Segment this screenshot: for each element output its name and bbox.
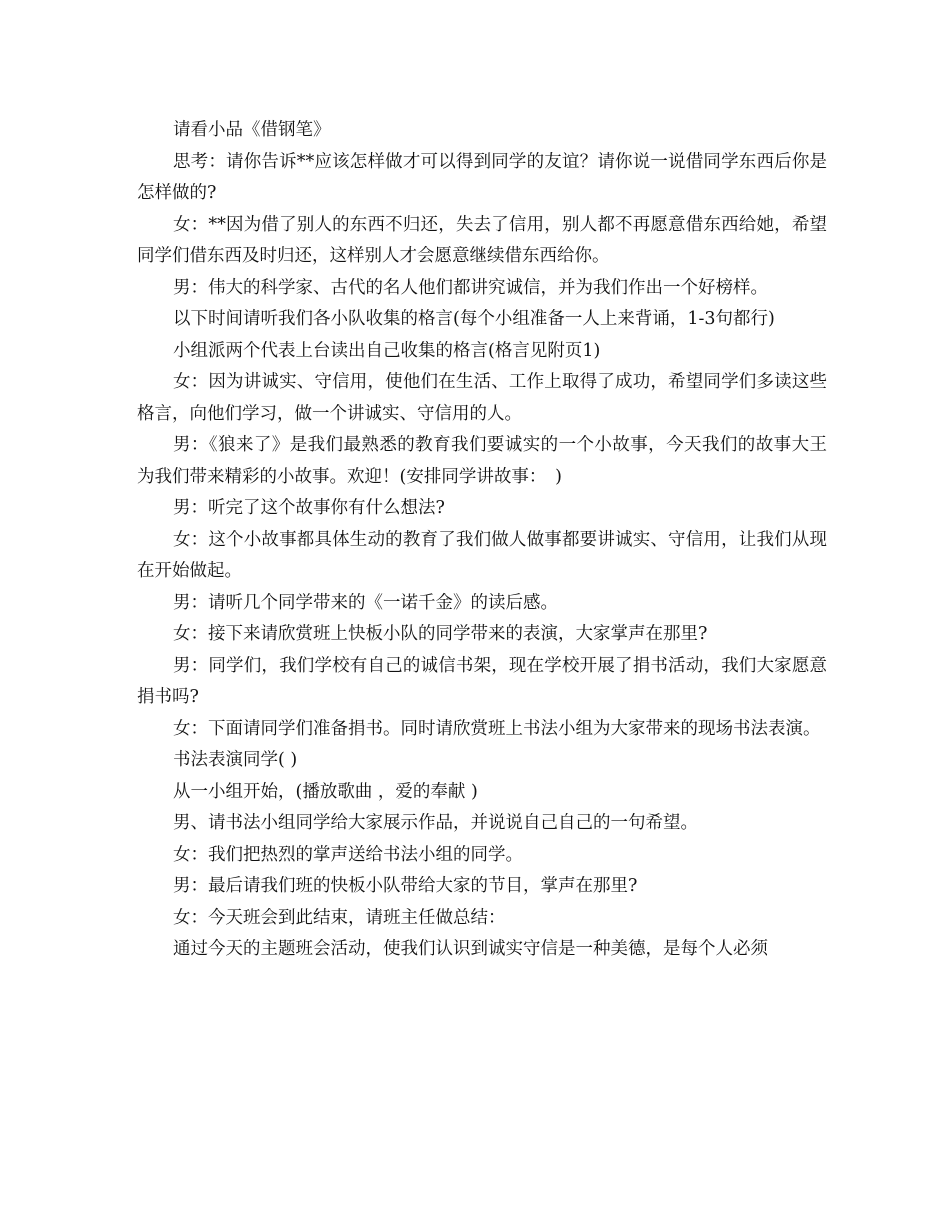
paragraph: 女：**因为借了别人的东西不归还，失去了信用，别人都不再愿意借东西给她，希望同学们借东西及时归还，这样别人才会愿意继续借东西给你。: [137, 214, 827, 266]
paragraph: 男：听完了这个故事你有什么想法?: [173, 498, 445, 518]
paragraph: 男：《狼来了》是我们最熟悉的教育我们要诚实的一个小故事，今天我们的故事大王为我们带来精彩的小故事。欢迎！(安排同学讲故事： ): [137, 435, 827, 487]
paragraph: 女：接下来请欣赏班上快板小队的同学带来的表演，大家掌声在那里?: [173, 624, 708, 644]
paragraph: 女：因为讲诚实、守信用，使他们在生活、工作上取得了成功，希望同学们多读这些格言，向他们学习，做一个讲诚实、守信用的人。: [137, 372, 827, 424]
paragraph: 通过今天的主题班会活动，使我们认识到诚实守信是一种美德，是每个人必须: [173, 939, 768, 959]
paragraph: 男、请书法小组同学给大家展示作品，并说说自己自己的一句希望。: [173, 813, 698, 833]
paragraph: 思考：请你告诉**应该怎样做才可以得到同学的友谊？请你说一说借同学东西后你是怎样做的?: [137, 151, 827, 203]
paragraph: 女：这个小故事都具体生动的教育了我们做人做事都要讲诚实、守信用，让我们从现在开始做起。: [137, 529, 827, 581]
paragraph: 以下时间请听我们各小队收集的格言(每个小组准备一人上来背诵，1-3句都行): [173, 309, 775, 329]
paragraph: 男：伟大的科学家、古代的名人他们都讲究诚信，并为我们作出一个好榜样。: [173, 277, 768, 298]
document-body: [137, 115, 827, 966]
paragraph: 从一小组开始，(播放歌曲 ，爱的奉献 ): [173, 781, 478, 802]
paragraph: 男：最后请我们班的快板小队带给大家的节目，掌声在那里?: [173, 876, 638, 896]
paragraph: 女：今天班会到此结束，请班主任做总结：: [173, 907, 506, 928]
paragraph: 女：我们把热烈的掌声送给书法小组的同学。: [173, 844, 523, 865]
paragraph: 男：同学们，我们学校有自己的诚信书架，现在学校开展了捐书活动，我们大家愿意捐书吗?: [137, 655, 827, 707]
paragraph: 请看小品《借钢笔》: [173, 120, 331, 140]
paragraph: 书法表演同学( ): [173, 750, 298, 770]
paragraph: 女：下面请同学们准备捐书。同时请欣赏班上书法小组为大家带来的现场书法表演。: [173, 718, 821, 739]
paragraph: 男：请听几个同学带来的《一诺千金》的读后感。: [173, 592, 558, 613]
paragraph: 小组派两个代表上台读出自己收集的格言(格言见附页1): [173, 340, 601, 361]
